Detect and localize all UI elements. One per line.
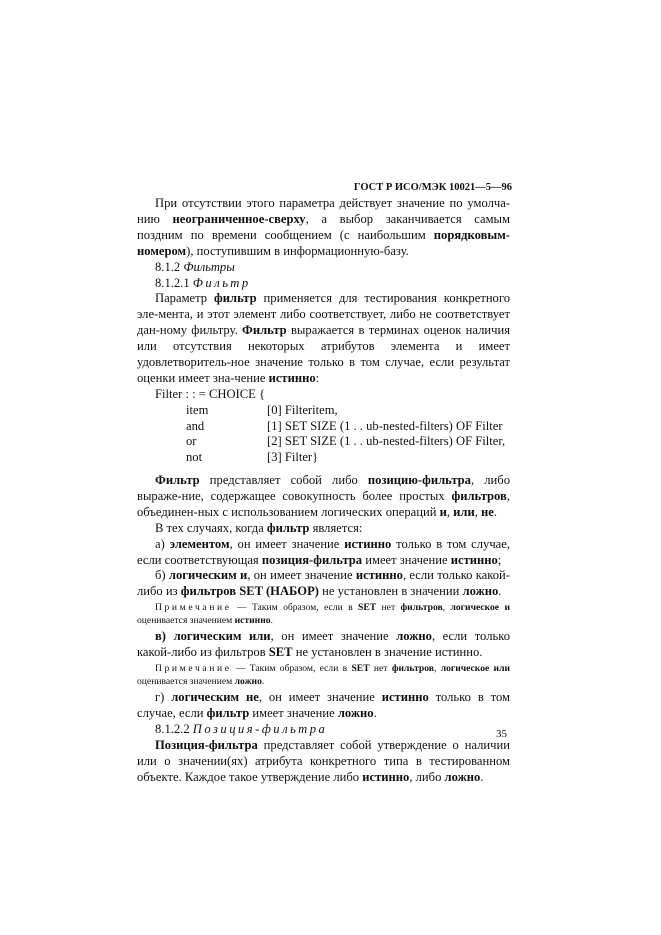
text: , (474, 504, 482, 519)
text: , он имеет значение (229, 536, 345, 551)
term: ложно (234, 675, 262, 687)
term: логическим не (171, 690, 259, 705)
term: элементом (169, 536, 230, 551)
page-number: 35 (496, 728, 507, 740)
paragraph-cases-intro (137, 521, 510, 537)
text: В тех случаях, когда (155, 520, 267, 535)
text: представляет собой утверждение о наличии или о значении(ях) атрибута конкретного типа в тестированном объекте. Каждое такое утверждение либо (137, 737, 510, 784)
term: ложно (462, 584, 499, 599)
paragraph-default-value (137, 196, 510, 260)
text: ), поступившим в информационную-базу. (186, 243, 409, 258)
paragraph-filter-item (137, 738, 510, 786)
text: Параметр (155, 291, 215, 306)
text: : (315, 370, 320, 385)
asn1-definition (137, 387, 510, 466)
asn1-row (137, 450, 510, 466)
section-title: Фильтр (192, 275, 251, 290)
term: фильтров (400, 602, 443, 614)
text: , а выбор заканчивается самым поздним по времени сообщением (с наибольшим (137, 211, 510, 242)
text: . (498, 584, 502, 599)
term: позиция-фильтра (261, 552, 363, 567)
term: истинно (234, 614, 271, 626)
asn1-row (137, 434, 510, 450)
text: , либо (409, 769, 445, 784)
section-title: Фильтры (183, 259, 235, 274)
term: логическим и (168, 568, 248, 583)
asn1-row (137, 403, 510, 419)
term: фильтров (451, 488, 507, 503)
term: SET (268, 645, 293, 660)
list-item-g (137, 690, 510, 722)
text: имеет значение (362, 552, 451, 567)
term: истинно (355, 568, 403, 583)
text: нет (376, 602, 401, 614)
text: применяется для тестирования конкретного эле-мента, и этот элемент либо соответствует, либо не соответствует дан-ному фильтру. (137, 291, 511, 338)
term: истинно (362, 769, 410, 784)
note-logical-and (137, 602, 510, 627)
term: истинно (344, 536, 392, 551)
term: фильтров (391, 663, 434, 675)
text: , (446, 504, 454, 519)
section-heading-8-1-2-1 (137, 276, 510, 292)
text: , (442, 602, 451, 614)
text: оценивается значением (137, 614, 235, 626)
asn1-key: item (186, 402, 209, 417)
term: Фильтр (242, 323, 287, 338)
paragraph-filter-parameter (137, 291, 510, 386)
text: а) (155, 536, 170, 551)
section-heading-8-1-2-2 (137, 722, 510, 738)
term: не (481, 504, 494, 519)
text: выражается в терминах оценок наличия или отсутствия некоторых атрибутов элемента и имеет удовлетворитель-ное значение только в том случае, если результат оценки имеет зна-чение (137, 323, 510, 385)
term: SET (358, 602, 377, 614)
text: . (261, 675, 265, 687)
text: , (433, 663, 441, 675)
term: истинно (450, 552, 498, 567)
text: не установлен в значение истинно. (292, 645, 483, 660)
text: . (373, 705, 377, 720)
text: только в том случае, если соответствующая (137, 536, 510, 567)
section-number: 8.1.2 (155, 259, 184, 274)
section-number: 8.1.2.2 (155, 721, 193, 736)
text: представляет собой либо (199, 472, 368, 487)
term: ложно (337, 705, 374, 720)
text: б) (155, 568, 169, 583)
term: логическое или (440, 663, 510, 675)
term: логическим или (173, 629, 271, 644)
note-logical-or (137, 663, 510, 688)
text: оценивается значением (137, 675, 235, 687)
text: , либо выраже-ние, содержащее совокупность более простых (137, 472, 510, 503)
text: является: (309, 520, 363, 535)
asn1-value: [3] Filter} (267, 450, 319, 465)
term: и (439, 504, 447, 519)
text: , он имеет значение (258, 690, 382, 705)
term: неограниченное-сверху (172, 211, 306, 226)
list-item-a (137, 537, 510, 569)
text: — Таким образом, если в (231, 663, 352, 675)
text: , объединен-ных с использованием логических операций (137, 488, 510, 519)
text: При отсутствии этого параметра действует значение по умолча-нию (137, 196, 510, 226)
note-label: Примечание (155, 663, 232, 675)
document-header: ГОСТ Р ИСО/МЭК 10021—5—96 (353, 182, 512, 193)
text: нет (369, 663, 392, 675)
term: логическое и (450, 602, 510, 614)
text: . (270, 614, 273, 626)
text: г) (155, 690, 172, 705)
asn1-value: [2] SET SIZE (1 . . ub-nested-filters) OF Filter, (267, 434, 506, 449)
term: фильтров SET (НАБОР) (180, 584, 319, 599)
term: позицию-фильтра (367, 472, 471, 487)
term: SET (351, 663, 370, 675)
text: — Таким образом, если в (231, 602, 359, 614)
text: не установлен в значении (318, 584, 463, 599)
text: , он имеет значение (270, 629, 397, 644)
term: Фильтр (155, 472, 200, 487)
term: ложно (444, 769, 481, 784)
section-number: 8.1.2.1 (155, 275, 193, 290)
text: . (493, 504, 498, 519)
page-content (137, 196, 510, 785)
term: порядковым-номером (137, 227, 510, 258)
term: истинно (268, 370, 316, 385)
term: или (453, 504, 475, 519)
section-title: Позиция-фильтра (192, 721, 328, 736)
note-label: Примечание (155, 602, 232, 614)
asn1-key: and (186, 418, 205, 433)
list-item-b (137, 568, 510, 600)
term: истинно (381, 690, 429, 705)
text: , если только какой-либо из (137, 568, 510, 599)
term: ложно (396, 629, 432, 644)
term: фильтр (206, 705, 250, 720)
term: Позиция-фильтра (155, 737, 258, 752)
asn1-key: not (186, 450, 203, 465)
asn1-row (137, 419, 510, 435)
term: фильтр (266, 520, 310, 535)
text: ; (497, 552, 502, 567)
text: только в том случае, если (137, 690, 510, 720)
text: , он имеет значение (247, 568, 356, 583)
section-heading-8-1-2 (137, 260, 510, 276)
term: фильтр (214, 291, 257, 306)
list-item-v (137, 629, 510, 661)
text: , если только какой-либо из фильтров (137, 629, 510, 660)
asn1-value: [1] SET SIZE (1 . . ub-nested-filters) OF Filter (267, 418, 503, 433)
asn1-value: [0] Filteritem, (267, 402, 338, 417)
asn1-key: or (186, 434, 197, 449)
text: имеет значение (249, 705, 338, 720)
asn1-head: Filter : : = CHOICE { (155, 386, 266, 401)
text: . (480, 769, 484, 784)
paragraph-filter-definition (137, 473, 510, 521)
term: в) (155, 629, 174, 644)
